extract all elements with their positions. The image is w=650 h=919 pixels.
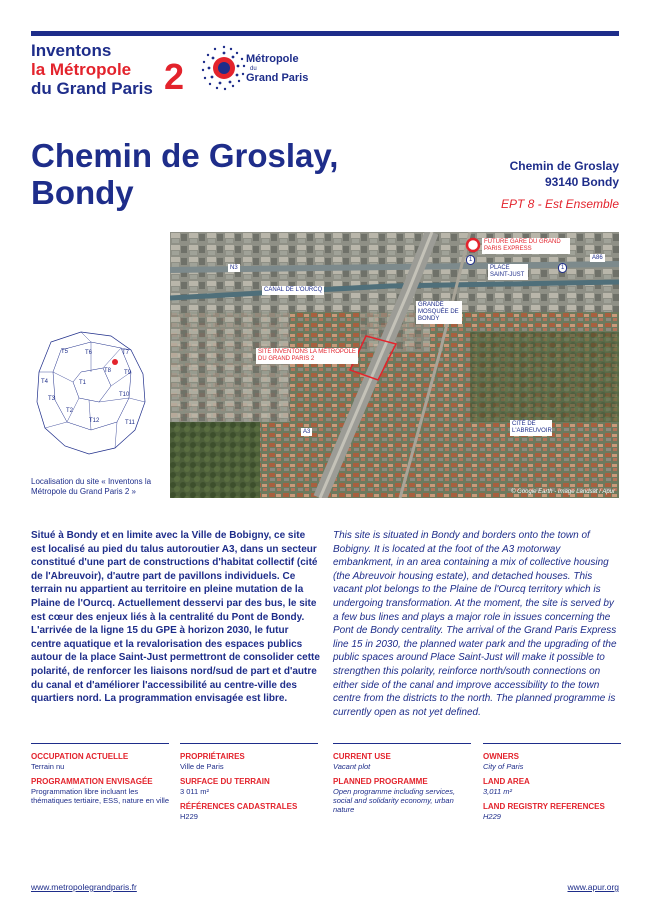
owners-en-value: City of Paris	[483, 762, 524, 771]
title-line-1: Chemin de Groslay,	[31, 137, 339, 174]
brand-number: 2	[164, 56, 185, 97]
cadastre-label: RÉFÉRENCES CADASTRALES	[180, 802, 298, 811]
road-a86: A86	[592, 255, 603, 261]
occupation-value: Terrain nu	[31, 762, 65, 771]
divider	[31, 743, 169, 744]
divider	[483, 743, 621, 744]
brand-line-3: du Grand Paris	[31, 79, 153, 98]
address-city: 93140 Bondy	[544, 175, 619, 189]
page-title	[31, 137, 338, 211]
metropole-link[interactable]: www.metropolegrandparis.fr	[31, 882, 137, 892]
land-area-value: 3,011 m²	[483, 787, 513, 796]
location-map	[31, 322, 164, 472]
metropole-logo	[200, 44, 330, 94]
metropole-logo-line-2: du	[250, 66, 257, 72]
registry-value: H229	[483, 812, 501, 821]
territory-t4: T4	[41, 379, 49, 385]
description-en: This site is situated in Bondy and borders onto the town of Bobigny. It is located at the foot of the A3 motorway embankment, in an area containing a mix of collective housing (the Abreuvoir housing estate), and detached houses. This vacant plot belongs to the Plaine de l'Ourcq territory which is undergoing transformation. At the moment, the site is served by a few bus lines and plays a major role in issues concerning the Pont de Bondy centrality. The arrival of the Grand Paris Express line 15 in 2030, the planned water park and the upgrading of the public spaces around Place Saint-Just will make it possible to strengthen this polarity, reinforce north/south connections on either side of the canal and improve accessibility to the town centre from the districts to the north. The planned programme is currently open as not yet defined.	[333, 530, 617, 718]
area-label: SURFACE DU TERRAIN	[180, 777, 270, 786]
territory-t5: T5	[61, 349, 69, 355]
road-n3: N3	[230, 265, 238, 271]
planned-programme-value: Open programme including services, social and solidarity economy, urban nature	[333, 787, 456, 814]
divider	[333, 743, 471, 744]
territory-t3: T3	[48, 396, 56, 402]
territory-t12: T12	[89, 418, 100, 424]
land-area-label: LAND AREA	[483, 777, 530, 786]
use-label: CURRENT USE	[333, 752, 391, 761]
divider	[180, 743, 318, 744]
description-fr: Situé à Bondy et en limite avec la Ville de Bobigny, ce site est localisé au pied du talus autoroutier A3, dans un secteur constitué d'une part de constructions d'habitat collectif (cité de l'Abreuvoir), d'autre part de pavillons individuels. Ce terrain nu appartient au territoire en pleine mutation de la Plaine de l'Ourcq. Actuellement desservi par des bus, le site est cœur des enjeux liés à la centralité du Pont de Bondy. L'arrivée de la ligne 15 du GPE à horizon 2030, le futur centre aquatique et la revalorisation des espaces publics autour de la place Saint-Just permettront de consolider cette polarité, de renforcer les liaisons nord/sud de part et d'autre du canal et d'améliorer l'accessibilité au centre-ville des quartiers nord. La programmation envisagée est libre.	[31, 530, 320, 705]
label-site: SITE INVENTONS LA MÉTROPOLE DU GRAND PARIS 2	[256, 348, 358, 364]
use-value: Vacant plot	[333, 762, 371, 771]
title-line-2: Bondy	[31, 174, 134, 211]
programme-label: PROGRAMMATION ENVISAGÉE	[31, 777, 153, 786]
meta-en-right	[483, 752, 623, 827]
label-mosque: GRANDE MOSQUÉE DE BONDY	[416, 301, 462, 324]
top-rule	[31, 31, 619, 36]
apur-link[interactable]: www.apur.org	[567, 882, 619, 892]
territory-t2: T2	[66, 408, 74, 414]
tram-badge-2: 1	[558, 263, 567, 273]
meta-fr-left	[31, 752, 171, 811]
territory-t10: T10	[119, 392, 130, 398]
tram-badge-1: 1	[466, 255, 475, 265]
meta-en-left	[333, 752, 473, 820]
owners-value: Ville de Paris	[180, 762, 224, 771]
road-a3: A3	[303, 429, 311, 435]
label-abreuvoir: CITÉ DE L'ABREUVOIR	[512, 421, 552, 434]
label-place-saint-just: PLACE SAINT-JUST	[488, 264, 528, 280]
image-credit: © Google Earth - Image Landsat / Apur	[511, 489, 615, 495]
label-canal: CANAL DE L'OURCQ	[264, 287, 323, 293]
brand-line-2: la Métropole	[31, 60, 132, 79]
registry-label: LAND REGISTRY REFERENCES	[483, 802, 605, 811]
brand-line-1: Inventons	[31, 41, 112, 60]
occupation-label: OCCUPATION ACTUELLE	[31, 752, 129, 761]
metropole-logo-line-3: Grand Paris	[246, 72, 309, 84]
address-street: Chemin de Groslay	[509, 159, 619, 173]
cadastre-value: H229	[180, 812, 198, 821]
address-territory: EPT 8 - Est Ensemble	[500, 197, 619, 211]
area-value: 3 011 m²	[180, 787, 210, 796]
label-future-station: FUTURE GARE DU GRAND PARIS EXPRESS	[482, 238, 570, 254]
map-caption: Localisation du site « Inventons la Métropole du Grand Paris 2 »	[31, 477, 152, 496]
programme-value: Programmation libre incluant les thématiques tertiaire, ESS, nature en ville	[31, 787, 169, 805]
territory-t7: T7	[122, 350, 130, 356]
aerial-photo	[170, 232, 619, 498]
planned-programme-label: PLANNED PROGRAMME	[333, 777, 428, 786]
owners-en-label: OWNERS	[483, 752, 519, 761]
territory-t8: T8	[104, 368, 112, 374]
territory-t6: T6	[85, 350, 93, 356]
territory-t9: T9	[124, 370, 132, 376]
territory-t1: T1	[79, 380, 87, 386]
metropole-dots-icon	[200, 44, 248, 92]
owners-label: PROPRIÉTAIRES	[180, 752, 245, 761]
metropole-logo-line-1: Métropole	[246, 53, 299, 65]
territory-t11: T11	[125, 420, 135, 426]
meta-fr-right	[180, 752, 320, 827]
brand-logo	[31, 41, 201, 98]
site-address	[379, 158, 619, 214]
